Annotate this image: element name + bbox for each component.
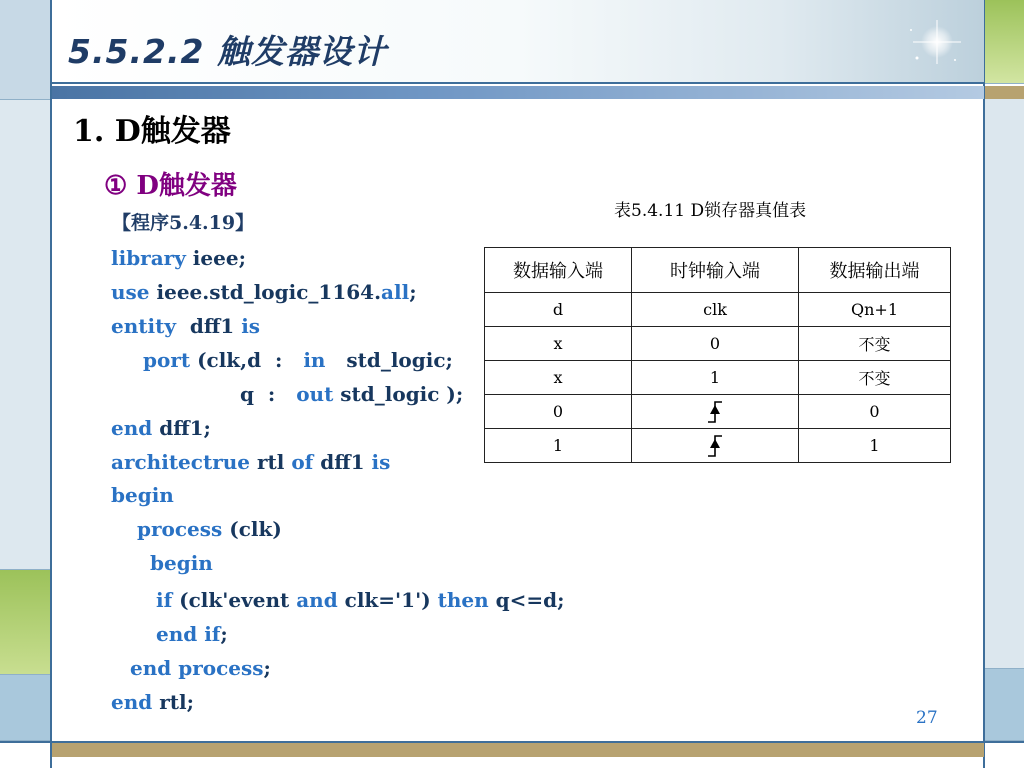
table-cell: 1 [632, 361, 799, 395]
code-text: (clk'event [172, 588, 297, 612]
code-keyword: end [111, 690, 153, 714]
code-line [111, 450, 390, 474]
code-text: rtl; [152, 690, 194, 714]
truth-table [484, 247, 951, 463]
code-keyword: end [111, 416, 153, 440]
code-line [150, 551, 213, 575]
code-keyword: port [143, 348, 191, 372]
code-line [111, 483, 174, 507]
code-text: q<=d; [488, 588, 565, 612]
table-cell: 0 [632, 327, 799, 361]
table-row [485, 293, 951, 327]
table-cell: d [485, 293, 632, 327]
table-cell-clock-edge [632, 429, 799, 463]
code-keyword: of [291, 450, 314, 474]
code-text: clk='1') [337, 588, 438, 612]
code-line [240, 382, 463, 406]
column-header: 数据输出端 [799, 248, 951, 293]
header-rule [52, 82, 984, 84]
code-text: (clk,d : [190, 348, 304, 372]
code-line [156, 622, 228, 646]
code-text: ieee; [185, 246, 246, 270]
sparkle-decoration [905, 18, 965, 70]
code-text: ; [263, 656, 271, 680]
table-cell: 1 [799, 429, 951, 463]
table-cell: 不变 [799, 361, 951, 395]
footer-bar [52, 743, 984, 757]
table-cell: Qn+1 [799, 293, 951, 327]
table-caption: 表5.4.11 D锁存器真值表 [614, 201, 807, 221]
code-line [137, 517, 282, 541]
code-keyword: is [241, 314, 261, 338]
code-text: ; [220, 622, 228, 646]
code-line [111, 416, 211, 440]
code-line [111, 690, 194, 714]
table-cell-clock-edge [632, 395, 799, 429]
left-frame-line [50, 0, 52, 768]
program-label: 【程序5.4.19】 [112, 212, 255, 234]
header-bar [52, 86, 984, 99]
left-decoration-strip [0, 0, 50, 768]
code-keyword: library [111, 246, 186, 270]
code-keyword: is [371, 450, 391, 474]
header-bar-accent [985, 86, 1024, 99]
column-header: 数据输入端 [485, 248, 632, 293]
code-keyword: out [296, 382, 334, 406]
table-row [485, 327, 951, 361]
section-heading: 1. D触发器 [73, 114, 231, 149]
code-keyword: in [303, 348, 326, 372]
right-decoration-strip [985, 0, 1024, 768]
code-text: dff1; [152, 416, 211, 440]
code-line [156, 588, 565, 612]
code-line [111, 280, 417, 304]
table-row [485, 361, 951, 395]
table-cell: 0 [799, 395, 951, 429]
subsection-heading: ① D触发器 [104, 171, 237, 201]
slide-title: 5.5.2.2 触发器设计 [68, 32, 387, 71]
code-keyword: begin [150, 551, 213, 575]
code-keyword: and [296, 588, 338, 612]
code-keyword: entity [111, 314, 176, 338]
code-text: q : [240, 382, 297, 406]
code-text: ; [409, 280, 417, 304]
code-line [111, 314, 260, 338]
code-keyword: architectrue [111, 450, 250, 474]
code-text: dff1 [175, 314, 242, 338]
code-line [143, 348, 453, 372]
code-keyword: use [111, 280, 150, 304]
right-frame-line [983, 0, 985, 768]
code-text: (clk) [222, 517, 282, 541]
column-header: 时钟输入端 [632, 248, 799, 293]
rising-edge-icon [706, 433, 724, 459]
table-cell: x [485, 327, 632, 361]
code-keyword: if [156, 588, 173, 612]
table-cell: x [485, 361, 632, 395]
code-line [111, 246, 246, 270]
code-text: std_logic; [325, 348, 453, 372]
code-keyword: all [381, 280, 410, 304]
table-cell: 0 [485, 395, 632, 429]
code-line [130, 656, 271, 680]
page-number: 27 [916, 708, 938, 728]
code-text: rtl [250, 450, 292, 474]
code-keyword: end process [130, 656, 264, 680]
code-keyword: process [137, 517, 223, 541]
code-text: ieee.std_logic_1164. [149, 280, 382, 304]
rising-edge-icon [706, 399, 724, 425]
code-keyword: then [437, 588, 489, 612]
table-row [485, 395, 951, 429]
code-text: dff1 [313, 450, 372, 474]
code-keyword: end if [156, 622, 221, 646]
table-cell: 不变 [799, 327, 951, 361]
table-cell: 1 [485, 429, 632, 463]
table-cell: clk [632, 293, 799, 327]
table-row [485, 429, 951, 463]
code-keyword: begin [111, 483, 174, 507]
table-header-row [485, 248, 951, 293]
code-text: std_logic ); [333, 382, 464, 406]
